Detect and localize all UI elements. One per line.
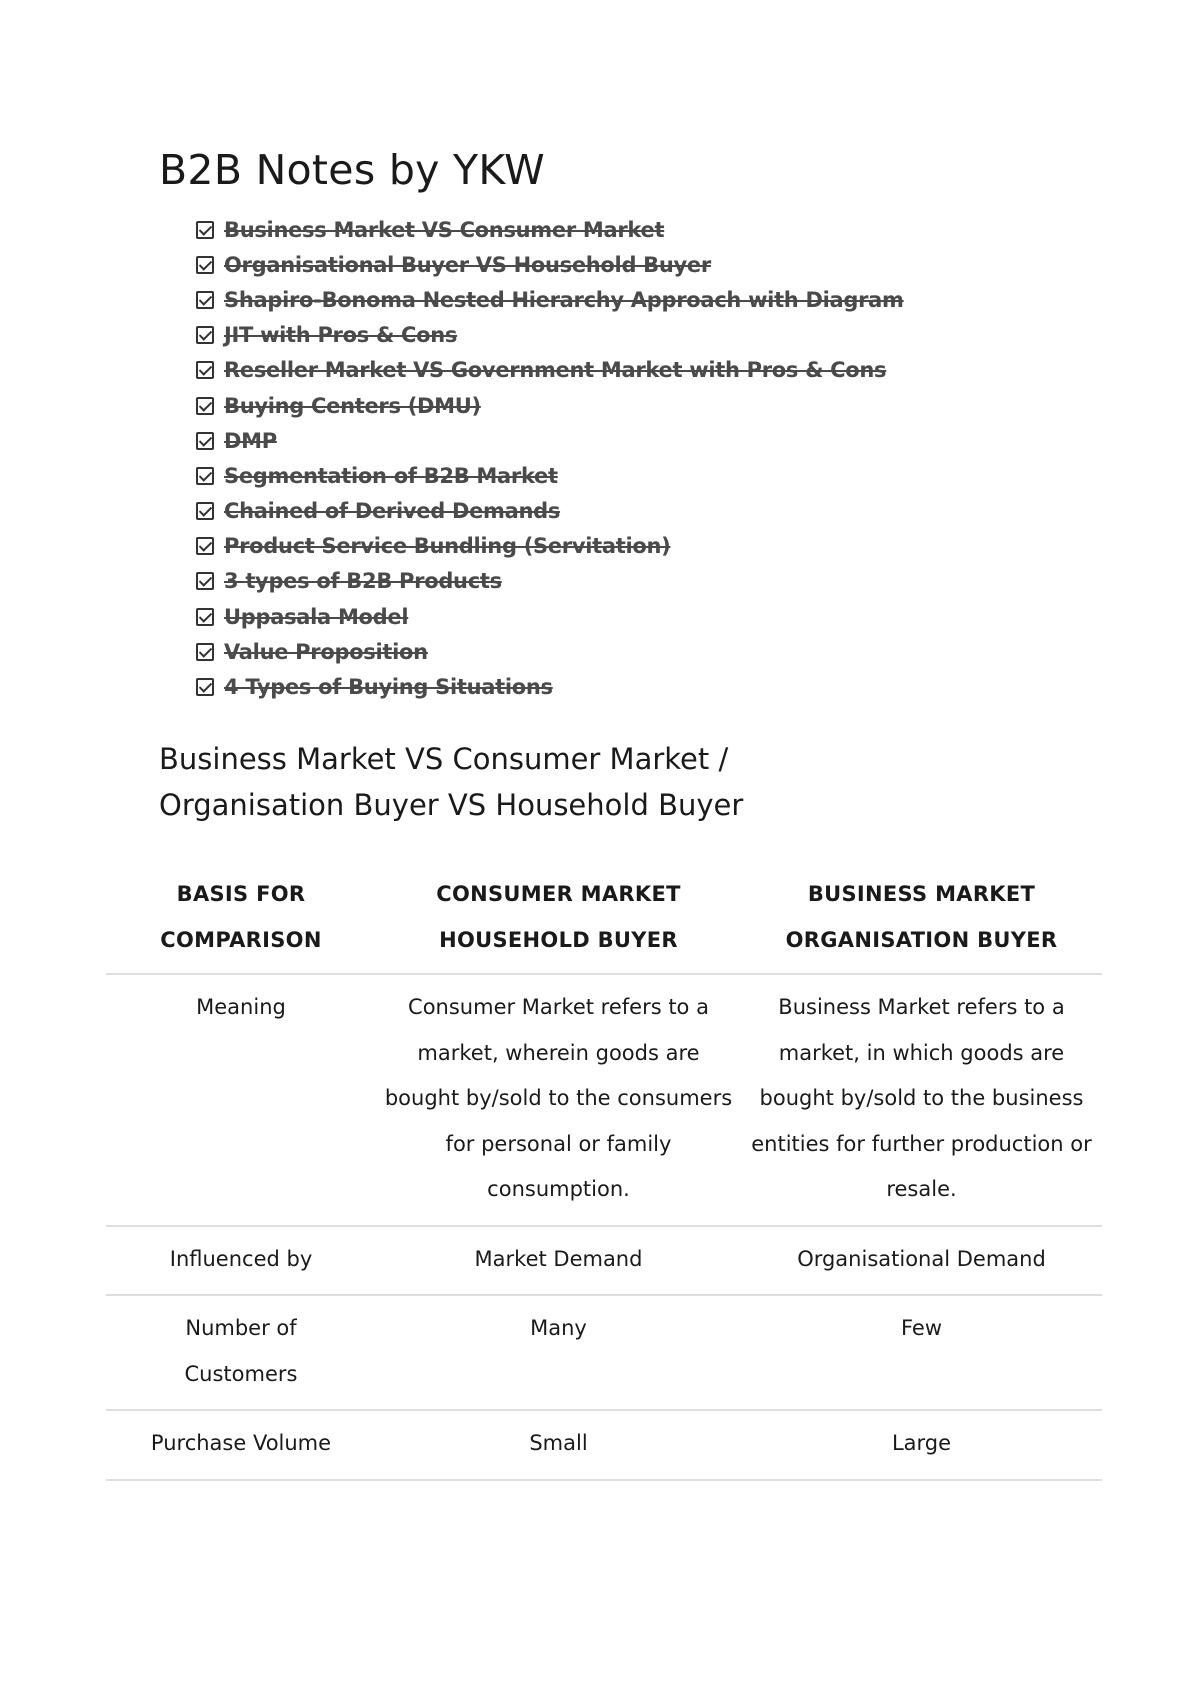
checked-checkbox-icon[interactable]	[196, 502, 214, 520]
table-row	[106, 1295, 1102, 1410]
section-heading-line-1: Business Market VS Consumer Market /	[159, 742, 729, 776]
todo-item	[196, 529, 904, 564]
checked-checkbox-icon[interactable]	[196, 608, 214, 626]
checked-checkbox-icon[interactable]	[196, 291, 214, 309]
todo-text: Segmentation of B2B Market	[224, 463, 558, 488]
cell-basis: Influenced by	[169, 1246, 313, 1271]
todo-item	[196, 212, 904, 247]
todo-item	[196, 423, 904, 458]
cell-basis: Number of Customers	[184, 1316, 298, 1386]
todo-item	[196, 599, 904, 634]
table-header-row	[106, 871, 1102, 974]
cell-consumer: Consumer Market refers to a market, wherein goods are bought by/sold to the consumers for personal or family consumption.	[384, 995, 733, 1201]
todo-item	[196, 282, 904, 317]
todo-item	[196, 318, 904, 353]
todo-text: Uppasala Model	[224, 604, 409, 629]
column-header-business	[741, 871, 1102, 974]
todo-item	[196, 458, 904, 493]
todo-list	[196, 212, 904, 705]
cell-consumer: Small	[529, 1431, 588, 1455]
todo-item	[196, 247, 904, 282]
column-header-line: HOUSEHOLD BUYER	[439, 928, 678, 952]
todo-text: Product Service Bundling (Servitation)	[224, 534, 671, 559]
checked-checkbox-icon[interactable]	[196, 326, 214, 344]
todo-text: Business Market VS Consumer Market	[224, 217, 665, 242]
cell-business: Business Market refers to a market, in which goods are bought by/sold to the business entities for further production or resale.	[751, 995, 1092, 1201]
cell-business: Few	[900, 1316, 943, 1340]
column-header-line: COMPARISON	[160, 928, 322, 952]
checked-checkbox-icon[interactable]	[196, 537, 214, 555]
todo-item	[196, 494, 904, 529]
column-header-line: ORGANISATION BUYER	[785, 928, 1058, 952]
todo-item	[196, 669, 904, 704]
todo-item	[196, 634, 904, 669]
todo-item	[196, 388, 904, 423]
cell-basis: Purchase Volume	[150, 1431, 332, 1455]
todo-text: DMP	[224, 428, 277, 453]
cell-business: Organisational Demand	[797, 1246, 1046, 1271]
page-title: B2B Notes by YKW	[159, 146, 545, 194]
checked-checkbox-icon[interactable]	[196, 572, 214, 590]
column-header-basis	[106, 871, 376, 974]
todo-text: Reseller Market VS Government Market with Pros & Cons	[224, 358, 887, 383]
todo-text: Organisational Buyer VS Household Buyer	[224, 252, 711, 277]
todo-text: 4 Types of Buying Situations	[224, 675, 553, 700]
checked-checkbox-icon[interactable]	[196, 432, 214, 450]
checked-checkbox-icon[interactable]	[196, 361, 214, 379]
section-heading	[159, 736, 859, 828]
todo-text: 3 types of B2B Products	[224, 569, 502, 594]
column-header-line: BASIS FOR	[176, 882, 306, 906]
todo-text: Chained of Derived Demands	[224, 499, 561, 524]
todo-text: Buying Centers (DMU)	[224, 393, 481, 418]
comparison-table	[106, 871, 1102, 1481]
cell-consumer: Market Demand	[474, 1246, 643, 1271]
todo-text: Shapiro-Bonoma Nested Hierarchy Approach with Diagram	[224, 287, 904, 312]
checked-checkbox-icon[interactable]	[196, 467, 214, 485]
todo-text: JIT with Pros & Cons	[224, 323, 458, 348]
checked-checkbox-icon[interactable]	[196, 678, 214, 696]
checked-checkbox-icon[interactable]	[196, 221, 214, 239]
table-row	[106, 974, 1102, 1226]
column-header-line: CONSUMER MARKET	[436, 882, 681, 906]
column-header-line: BUSINESS MARKET	[807, 882, 1036, 906]
todo-item	[196, 564, 904, 599]
checked-checkbox-icon[interactable]	[196, 643, 214, 661]
cell-business: Large	[891, 1431, 952, 1455]
checked-checkbox-icon[interactable]	[196, 256, 214, 274]
todo-item	[196, 353, 904, 388]
cell-basis: Meaning	[196, 995, 286, 1019]
table-row	[106, 1410, 1102, 1480]
cell-consumer: Many	[530, 1316, 587, 1340]
column-header-consumer	[376, 871, 741, 974]
table-row	[106, 1226, 1102, 1296]
todo-text: Value Proposition	[224, 639, 428, 664]
section-heading-line-2: Organisation Buyer VS Household Buyer	[159, 788, 744, 822]
checked-checkbox-icon[interactable]	[196, 397, 214, 415]
